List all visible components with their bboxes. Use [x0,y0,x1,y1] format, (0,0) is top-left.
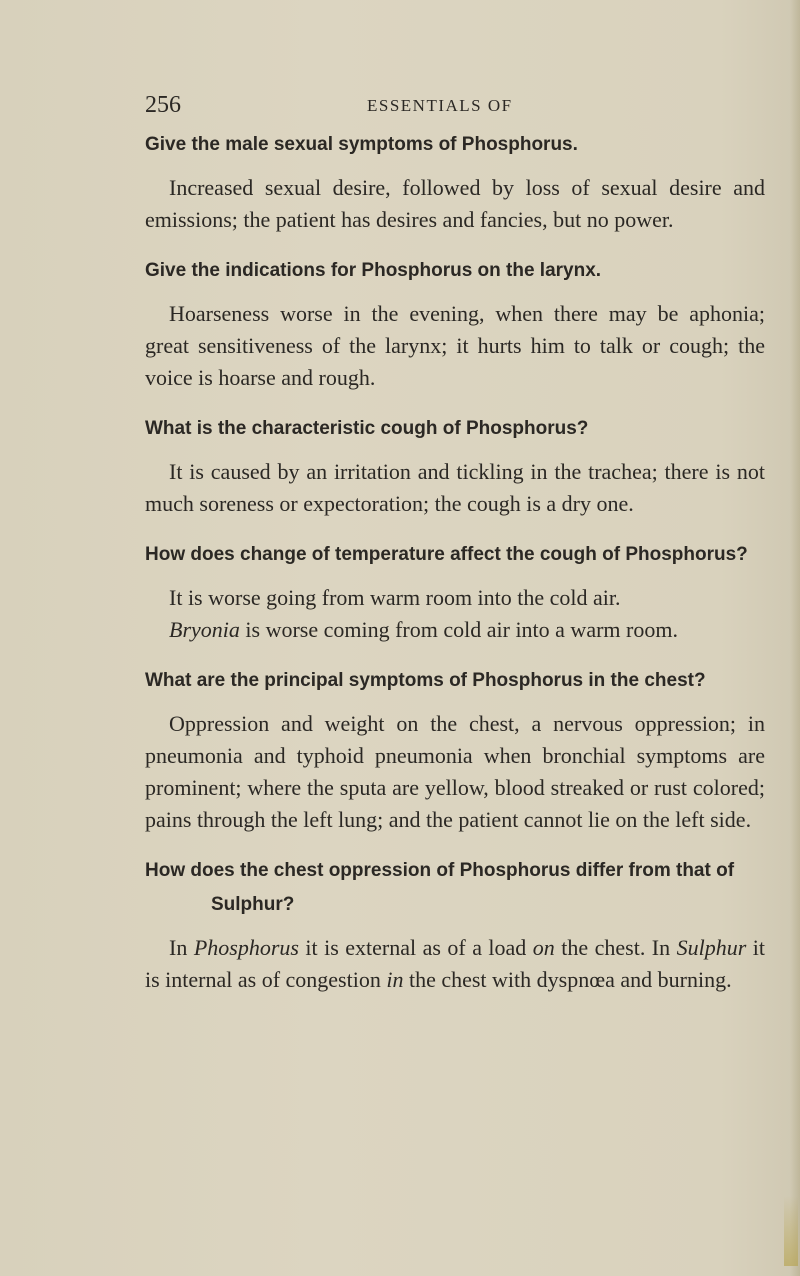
answer-paragraph: It is caused by an irritation and tickling in the trachea; there is not much soreness or expectoration; the cough is a dry one. [145,459,765,516]
answer-paragraph [145,932,765,996]
question-heading: How does change of temperature affect the cough of Phosphorus? [145,544,748,565]
answer-text: In [169,935,194,960]
question-heading: How does the chest oppression of Phosphorus differ from that of Sulphur? [145,860,735,915]
answer-line-bryonia [145,614,765,646]
emphasis-word: on [532,935,555,960]
question-heading: Give the indications for Phosphorus on the larynx. [145,260,602,281]
answer-text: it is internal as of congestion [145,935,765,992]
page-edge-shadow [790,0,800,1276]
question-heading: Give the male sexual symptoms of Phosphorus. [145,134,578,155]
answer-paragraph [145,582,765,646]
answer-text: the chest. In [554,935,677,960]
qa-section-chest [145,664,765,836]
qa-section-cough [145,412,765,520]
answer-paragraph: Oppression and weight on the chest, a nervous oppression; in pneumonia and typhoid pneumonia when bronchial symptoms are prominent; where the sputa are yellow, blood streaked or rust colored; pains through the left lung; and the patient cannot lie on the left side. [145,711,765,832]
answer-paragraph: Increased sexual desire, followed by loss of sexual desire and emissions; the patient has desires and fancies, but no power. [145,175,765,232]
running-header [145,92,745,122]
qa-section-temperature [145,538,765,646]
qa-section-larynx [145,254,765,394]
page-corner-stain [784,1196,798,1266]
emphasis-word: in [386,967,404,992]
question-heading: What is the characteristic cough of Phosphorus? [145,418,589,439]
remedy-name: Phosphorus [193,935,299,960]
qa-section-oppression [145,854,765,996]
answer-text: the chest with dyspnœa and burning. [403,967,732,992]
qa-section-male-sexual [145,128,765,236]
page-number: 256 [145,92,181,118]
running-title: ESSENTIALS OF [367,96,513,115]
answer-line: It is worse going from warm room into the cold air. [169,585,621,610]
page-body [145,128,765,1014]
remedy-name: Sulphur [676,935,747,960]
remedy-name: Bryonia [169,617,240,642]
answer-text: is worse coming from cold air into a warm room. [239,617,678,642]
question-heading: What are the principal symptoms of Phosphorus in the chest? [145,670,706,691]
answer-text: it is external as of a load [298,935,533,960]
answer-paragraph: Hoarseness worse in the evening, when there may be aphonia; great sensitiveness of the larynx; it hurts him to talk or cough; the voice is hoarse and rough. [145,301,765,390]
